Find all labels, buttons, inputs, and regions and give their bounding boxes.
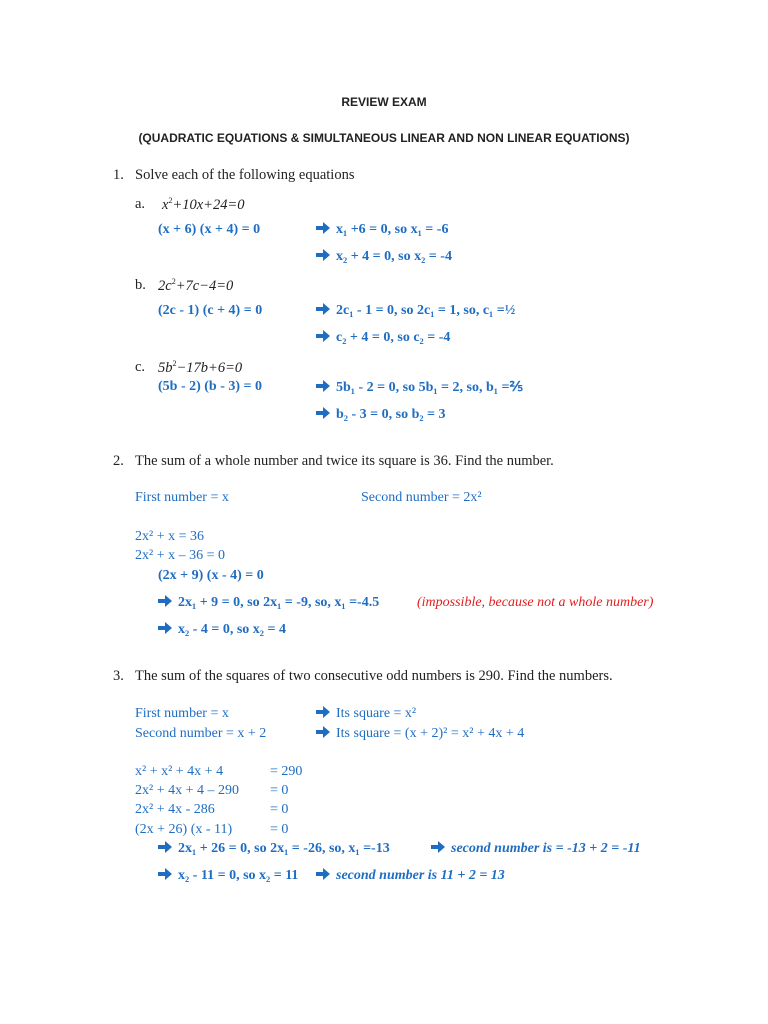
right-arrow-icon [316,222,330,234]
q2-solution-1: 2x₁ + 9 = 0, so 2x₁ = -9, so, x₁ =-4.5 [158,595,379,611]
q1-number: 1. [113,167,124,183]
q3-second-number: Second number = x + 2 [135,726,267,741]
q3-row-2-lhs: 2x² + 4x + 4 – 290 [135,783,239,798]
q3-row-4-lhs: (2x + 26) (x - 11) [135,822,233,837]
q1b-label: b. [135,277,146,293]
q3-first-number: First number = x [135,706,229,721]
right-arrow-icon [316,330,330,342]
q2-second-number: Second number = 2x² [361,490,482,505]
q1a-solution-1: x₁ +6 = 0, so x₁ = -6 [316,222,448,238]
right-arrow-icon [158,868,172,880]
q3-solution-1-note: second number is = -13 + 2 = -11 [431,841,641,857]
q1b-factor: (2c - 1) (c + 4) = 0 [158,303,263,318]
right-arrow-icon [158,595,172,607]
q1b-equation: $2c^2+7c-4=0$ [158,277,234,294]
q2-number: 2. [113,453,124,469]
right-arrow-icon [316,249,330,261]
q3-row-2-rhs: = 0 [270,783,289,798]
q3-first-square: Its square = x² [316,706,416,722]
right-arrow-icon [431,841,445,853]
q1b-solution-2: c₂ + 4 = 0, so c₂ = -4 [316,330,450,346]
q1a-solution-2: x₂ + 4 = 0, so x₂ = -4 [316,249,452,265]
q3-row-1-rhs: = 290 [270,764,303,779]
q2-text: The sum of a whole number and twice its square is 36. Find the number. [135,453,554,469]
right-arrow-icon [316,380,330,392]
doc-title: REVIEW EXAM [341,95,427,109]
q1c-factor: (5b - 2) (b - 3) = 0 [158,379,263,394]
right-arrow-icon [158,841,172,853]
right-arrow-icon [316,407,330,419]
right-arrow-icon [316,706,330,718]
right-arrow-icon [158,622,172,634]
right-arrow-icon [316,726,330,738]
q3-solution-2-note: second number is 11 + 2 = 13 [316,868,505,884]
q1-text: Solve each of the following equations [135,167,355,183]
q3-text: The sum of the squares of two consecutive odd numbers is 290. Find the numbers. [135,668,613,684]
q1a-factor: (x + 6) (x + 4) = 0 [158,222,261,237]
q3-row-1-lhs: x² + x² + 4x + 4 [135,764,224,779]
q2-line-1: 2x² + x = 36 [135,529,204,544]
q1c-solution-1: 5b₁ - 2 = 0, so 5b₁ = 2, so, b₁ =⅖ [316,379,523,396]
q1c-label: c. [135,359,146,375]
q2-line-2: 2x² + x – 36 = 0 [135,548,225,563]
q2-solution-2: x₂ - 4 = 0, so x₂ = 4 [158,622,286,638]
q3-solution-2: x₂ - 11 = 0, so x₂ = 11 [158,868,298,884]
q3-row-3-rhs: = 0 [270,802,289,817]
q2-factor: (2x + 9) (x - 4) = 0 [158,568,264,583]
q1c-equation: $5b^2-17b+6=0$ [158,359,243,376]
q3-row-3-lhs: 2x² + 4x - 286 [135,802,215,817]
q1c-solution-2: b₂ - 3 = 0, so b₂ = 3 [316,407,446,423]
right-arrow-icon [316,303,330,315]
q3-second-square: Its square = (x + 2)² = x² + 4x + 4 [316,726,524,742]
q1a-label: a. [135,196,146,212]
q3-solution-1: 2x₁ + 26 = 0, so 2x₁ = -26, so, x₁ =-13 [158,841,390,857]
right-arrow-icon [316,868,330,880]
doc-subtitle: (QUADRATIC EQUATIONS & SIMULTANEOUS LINEAR AND NON LINEAR EQUATIONS) [138,131,630,145]
q3-number: 3. [113,668,124,684]
q2-note: (impossible, because not a whole number) [417,595,654,610]
q1b-solution-1: 2c₁ - 1 = 0, so 2c₁ = 1, so, c₁ =½ [316,303,515,319]
q3-row-4-rhs: = 0 [270,822,289,837]
q1a-equation: $x^2+10x+24=0$ [162,196,245,213]
q2-first-number: First number = x [135,490,229,505]
